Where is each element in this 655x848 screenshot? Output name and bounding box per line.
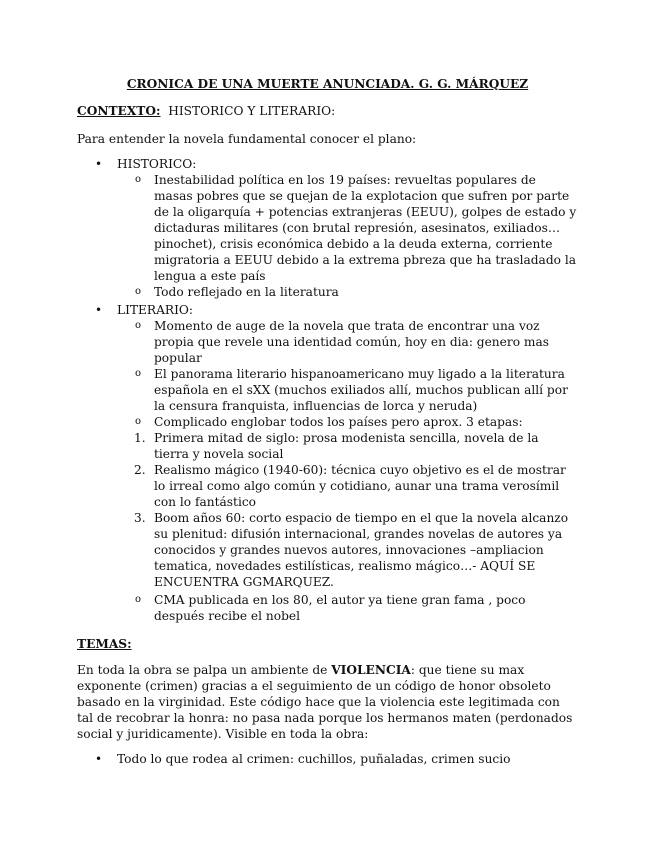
contexto-value: HISTORICO Y LITERARIO: (168, 104, 336, 118)
list-item (135, 284, 577, 300)
historico-sublist (135, 172, 577, 300)
list-item-text: Realismo mágico (1940-60): técnica cuyo objetivo es el de mostrar lo irreal como algo común y cotidiano, aunar una trama verosímil con lo fantástico (154, 463, 566, 509)
historico-label: HISTORICO: (117, 157, 197, 171)
literario-list (95, 302, 577, 318)
numbered-item (134, 430, 577, 462)
literario-sublist (134, 318, 577, 590)
circle-bullet-icon: o (135, 320, 142, 331)
list-item (95, 751, 577, 767)
numbered-item (134, 462, 577, 510)
list-item-text: Todo lo que rodea al crimen: cuchillos, puñaladas, crimen sucio (117, 752, 511, 766)
literario-item (95, 302, 577, 318)
item-number: 3. (134, 511, 146, 525)
contexto-line (77, 103, 335, 119)
list-item (135, 366, 577, 414)
list-item (135, 414, 577, 430)
bullet-icon: • (95, 752, 103, 766)
list-item-text: Momento de auge de la novela que trata de encontrar una voz propia que revele una identidad común, hoy en dia: genero mas popular (154, 319, 549, 365)
circle-bullet-icon: o (135, 286, 142, 297)
list-item (135, 318, 577, 366)
temas-heading: TEMAS: (77, 637, 132, 651)
item-number: 1. (134, 431, 146, 445)
literario-label: LITERARIO: (117, 303, 193, 317)
list-item (135, 592, 577, 624)
temas-paragraph (77, 662, 577, 742)
bullet-icon: • (95, 157, 103, 171)
circle-bullet-icon: o (135, 174, 142, 185)
bullet-icon: • (95, 303, 103, 317)
violencia-keyword: VIOLENCIA (331, 663, 411, 677)
temas-text-end: : que tiene su max exponente (crimen) gracias a el seguimiento de un código de honor obsoleto basado en la virginidad. Este código hace que la violencia este legitimada con tal de recobrar la honra: no pasa nada porque los hermanos maten (perdonados social y juridicamente). Visible en toda la obra: (77, 663, 573, 741)
contexto-label: CONTEXTO: (77, 104, 161, 118)
numbered-item (134, 510, 577, 590)
historico-list (95, 156, 577, 172)
list-item-text: Boom años 60: corto espacio de tiempo en el que la novela alcanzo su plenitud: difusión internacional, grandes novelas de autores ya conocidos y grandes nuevos autores, innovaciones –ampliacion tematica, novedades estilísticas, realismo mágico…- AQUÍ SE ENCUENTRA GGMARQUEZ. (154, 511, 569, 589)
intro-text: Para entender la novela fundamental conocer el plano: (77, 132, 417, 146)
list-item-text: Primera mitad de siglo: prosa modenista sencilla, novela de la tierra y novela social (154, 431, 539, 461)
list-item-text: CMA publicada en los 80, el autor ya tiene gran fama , poco después recibe el nobel (154, 593, 526, 623)
list-item-text: El panorama literario hispanoamericano muy ligado a la literatura española en el sXX (muchos exiliados allí, muchos publican allí por la censura franquista, influencias de lorca y neruda) (154, 367, 568, 413)
circle-bullet-icon: o (135, 594, 142, 605)
cma-sublist (135, 592, 577, 624)
historico-item (95, 156, 577, 172)
temas-list (95, 751, 577, 767)
item-number: 2. (134, 463, 146, 477)
list-item-text: Complicado englobar todos los países pero aprox. 3 etapas: (154, 415, 523, 429)
list-item (135, 172, 577, 284)
circle-bullet-icon: o (135, 368, 142, 379)
circle-bullet-icon: o (135, 416, 142, 427)
list-item-text: Todo reflejado en la literatura (154, 285, 339, 299)
document-title: CRONICA DE UNA MUERTE ANUNCIADA. G. G. MÁRQUEZ (126, 77, 529, 91)
temas-text-start: En toda la obra se palpa un ambiente de (77, 663, 332, 677)
list-item-text: Inestabilidad política en los 19 países: revueltas populares de masas pobres que se quejan de la explotacion que sufren por parte de la oligarquía + potencias extranjeras (EEUU), golpes de estado y dictaduras militares (con brutal represión, asesinatos, exiliados… pinochet), crisis económica debido a la deuda externa, corriente migratoria a EEUU debido a la extrema pbreza que ha trasladado la lengua a este país (154, 173, 577, 283)
